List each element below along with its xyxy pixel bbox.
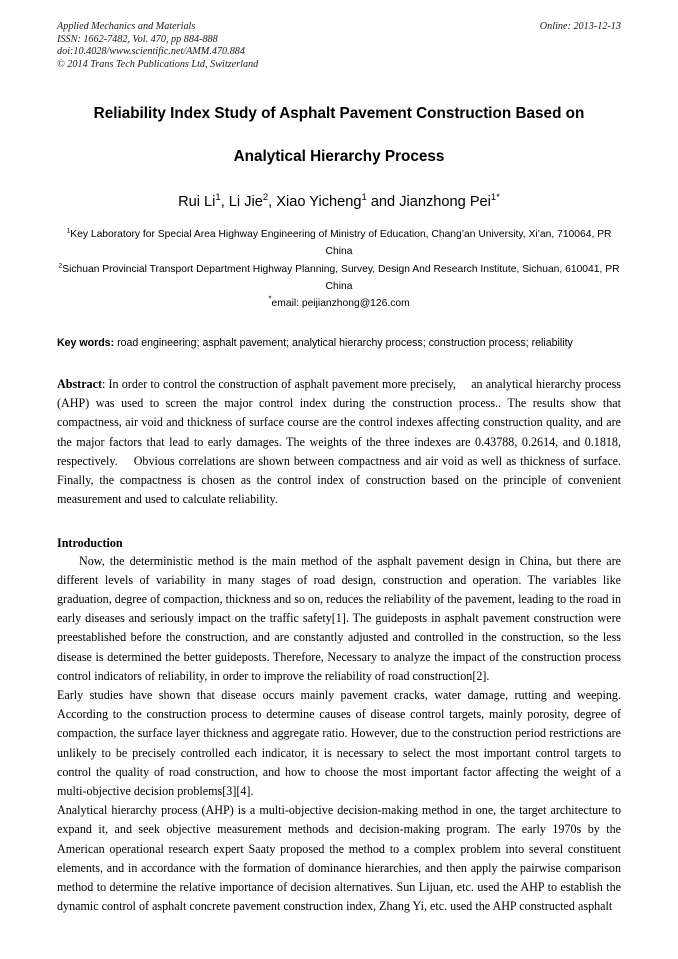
author-1 [229, 194, 268, 210]
journal-header-left [57, 21, 477, 71]
author-1-name: Li Jie [228, 194, 263, 210]
email-text[interactable]: email: peijianzhong@126.com [271, 298, 410, 310]
affiliation-2-marker: 2 [58, 262, 63, 270]
author-1-affil-marker: 2 [262, 192, 269, 204]
abstract-label: Abstract [57, 377, 103, 392]
author-2-name: Xiao Yicheng [276, 194, 362, 210]
author-conjunction-word: and [370, 194, 396, 210]
author-list [57, 193, 621, 212]
author-3 [399, 194, 500, 210]
email-marker: * [268, 294, 272, 304]
affiliation-1-marker: 1 [66, 227, 71, 235]
online-date: Online: 2013-12-13 [539, 21, 621, 32]
author-sep-0: , [220, 194, 229, 210]
journal-doi: doi:10.4028/www.scientific.net/AMM.470.884 [57, 46, 245, 58]
corresponding-email[interactable] [57, 295, 621, 312]
author-3-affil-marker: 1* [490, 192, 500, 204]
author-0 [178, 194, 221, 210]
author-3-name: Jianzhong Pei [399, 194, 491, 210]
author-sep-1: , [268, 194, 277, 210]
title-line-2: Analytical Hierarchy Process [233, 148, 445, 165]
affiliation-1 [57, 226, 621, 261]
introduction-paragraph-3: Analytical hierarchy process (AHP) is a multi-objective decision-making method in one, the target architecture to expand it, and seek objective measurement methods and decision-making program. The early 1970s by the American operational research expert Saaty proposed the method to a complex problem into several constituent elements, and in accordance with the formation of dominance hierarchies, and then apply the pairwise comparison method to determine the relative importance of decision alternatives. Sun Lijuan, etc. used the AHP to establish the dynamic control of asphalt concrete pavement construction index, Zhang Yi, etc. used the AHP constructed asphalt [57, 803, 621, 914]
abstract-text: : In order to control the construction of asphalt pavement more precisely, an analytical hierarchy process (AHP) was used to screen the major control index during the construction process.. The results show that compactness, air void and thickness of surface course are the control indexes affecting construction quality, and are the major factors that lead to early damages. The weights of the three indexes are 0.43788, 0.2614, and 0.1818, respectively. Obvious correlations are shown between compactness and air void as well as thickness of surface. Finally, the compactness is chosen as the control index of construction based on the principle of convenient measurement and used to calculate reliability. [57, 377, 621, 507]
author-2 [276, 194, 366, 210]
page-title [57, 104, 621, 167]
author-0-affil-marker: 1 [215, 192, 221, 204]
affiliation-1-text: Key Laboratory for Special Area Highway Engineering of Ministry of Education, Chang’an University, Xi’an, 710064, PR China [70, 229, 612, 258]
abstract-block [57, 375, 621, 509]
author-0-name: Rui Li [178, 194, 216, 210]
section-heading-introduction: Introduction [57, 535, 123, 550]
introduction-paragraph-2: Early studies have shown that disease occurs mainly pavement cracks, water damage, rutting and weeping. According to the construction process to determine causes of disease control targets, mainly porosity, degree of compaction, the surface layer thickness and aggregate ratio. However, due to the construction period restrictions are unlikely to be precisely controlled each indicator, it is necessary to select the most important control targets to control the quality of road construction, and how to choose the most important factor affecting the weight of a multi-objective decision problems[3][4]. [57, 687, 621, 798]
keywords-block [57, 334, 621, 353]
title-line-1: Reliability Index Study of Asphalt Pavement Construction Based on [93, 105, 585, 122]
affiliation-block [57, 226, 621, 312]
page-content [57, 21, 621, 916]
affiliation-2 [57, 261, 621, 296]
journal-copyright: © 2014 Trans Tech Publications Ltd, Switzerland [57, 58, 259, 70]
keywords-label: Key words: [57, 337, 115, 350]
affiliation-2-text: Sichuan Provincial Transport Department Highway Planning, Survey, Design And Research Institute, Sichuan, 610041, PR China [62, 263, 620, 292]
author-2-affil-marker: 1 [361, 192, 367, 204]
journal-header [57, 21, 621, 75]
journal-name: Applied Mechanics and Materials [57, 21, 196, 32]
journal-issn: ISSN: 1662-7482, Vol. 470, pp 884-888 [57, 33, 218, 45]
introduction-paragraph-1: Now, the deterministic method is the main method of the asphalt pavement design in China, but there are different levels of variability in many stages of road design, construction and operation. The variables like graduation, degree of compaction, thickness and so on, reduces the reliability of the pavement, leading to the road in early diseases and seriously impact on the traffic safety[1]. The guideposts in asphalt pavement construction were preestablished before the construction, and are constantly adjusted and controlled in the construction, so the less disease is determined the better guideposts. Therefore, Necessary to analyze the impact of the construction process control indicators of reliability, in order to improve the reliability of road construction[2]. [57, 553, 621, 683]
keywords-text: road engineering; asphalt pavement; analytical hierarchy process; construction process; reliability [117, 337, 573, 350]
